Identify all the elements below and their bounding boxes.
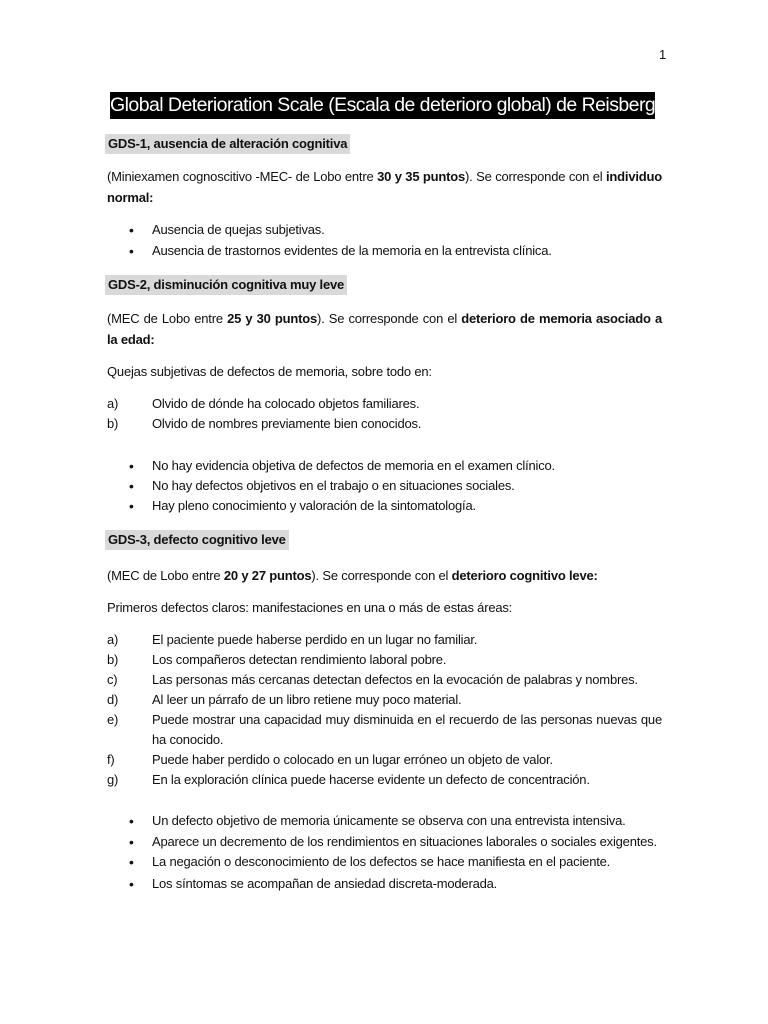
list-item: b) Olvido de nombres previamente bien conocidos. — [107, 416, 422, 431]
list-item: e) Puede mostrar una capacidad muy disminuida en el recuerdo de las personas nuevas que ha conocido. — [107, 712, 662, 747]
list-item: • Hay pleno conocimiento y valoración de la sintomatología. — [129, 498, 476, 514]
document-title: Global Deterioration Scale (Escala de deterioro global) de Reisberg — [110, 92, 655, 119]
list-item: • Aparece un decremento de los rendimientos en situaciones laborales o sociales exigentes. — [129, 834, 657, 850]
section-intro-gds2: (MEC de Lobo entre 25 y 30 puntos). Se corresponde con el deterioro de memoria asociado a la edad: — [107, 311, 662, 347]
list-item: • Ausencia de trastornos evidentes de la memoria en la entrevista clínica. — [129, 243, 552, 259]
bullet-icon: • — [129, 222, 134, 238]
list-item: • Ausencia de quejas subjetivas. — [129, 222, 325, 238]
list-item: • No hay evidencia objetiva de defectos de memoria en el examen clínico. — [129, 458, 555, 474]
list-item: c) Las personas más cercanas detectan defectos en la evocación de palabras y nombres. — [107, 672, 638, 687]
bullet-icon: • — [129, 243, 134, 259]
bullet-icon: • — [129, 876, 134, 892]
bullet-icon: • — [129, 813, 134, 829]
page-number: 1 — [658, 47, 666, 62]
bullet-icon: • — [129, 478, 134, 494]
section-lead-gds2: Quejas subjetivas de defectos de memoria, sobre todo en: — [107, 364, 432, 379]
list-item: a) El paciente puede haberse perdido en un lugar no familiar. — [107, 632, 478, 647]
list-item: f) Puede haber perdido o colocado en un lugar erróneo un objeto de valor. — [107, 752, 553, 767]
bullet-icon: • — [129, 854, 134, 870]
list-item: • La negación o desconocimiento de los defectos se hace manifiesta en el paciente. — [129, 854, 611, 870]
list-item: • No hay defectos objetivos en el trabajo o en situaciones sociales. — [129, 478, 515, 494]
list-item: • Los síntomas se acompañan de ansiedad discreta-moderada. — [129, 876, 498, 892]
section-intro-gds3: (MEC de Lobo entre 20 y 27 puntos). Se corresponde con el deterioro cognitivo leve: — [107, 568, 598, 583]
section-heading-gds1: GDS-1, ausencia de alteración cognitiva — [105, 134, 350, 154]
list-item: a) Olvido de dónde ha colocado objetos familiares. — [107, 396, 420, 411]
list-item: d) Al leer un párrafo de un libro retiene muy poco material. — [107, 692, 462, 707]
section-intro-gds1: (Miniexamen cognoscitivo -MEC- de Lobo entre 30 y 35 puntos). Se corresponde con el individuo normal: — [107, 169, 662, 205]
list-item: b) Los compañeros detectan rendimiento laboral pobre. — [107, 652, 447, 667]
section-lead-gds3: Primeros defectos claros: manifestaciones en una o más de estas áreas: — [107, 600, 513, 615]
bullet-icon: • — [129, 498, 134, 514]
section-heading-gds2: GDS-2, disminución cognitiva muy leve — [105, 275, 347, 295]
bullet-icon: • — [129, 834, 134, 850]
section-heading-gds3: GDS-3, defecto cognitivo leve — [105, 530, 289, 550]
list-item: g) En la exploración clínica puede hacerse evidente un defecto de concentración. — [107, 772, 590, 787]
bullet-icon: • — [129, 458, 134, 474]
list-item: • Un defecto objetivo de memoria únicamente se observa con una entrevista intensiva. — [129, 813, 626, 829]
